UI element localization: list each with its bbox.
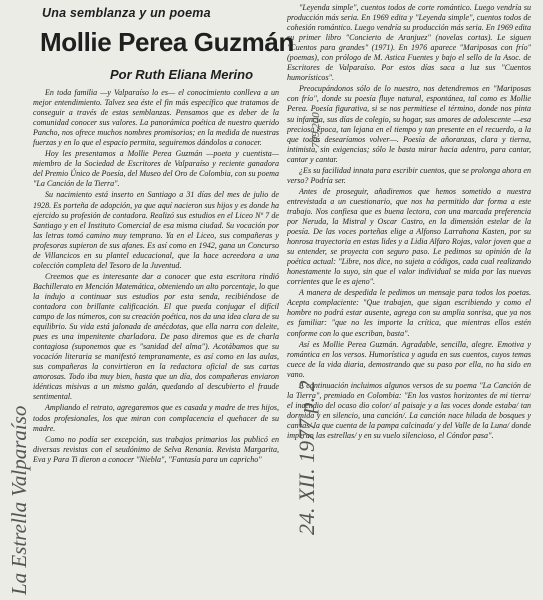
handwritten-number xyxy=(305,70,325,150)
paragraph: A continuación incluimos algunos versos de su poema "La Canción de la Tierra", premiado en Colombia: "En los vastos horizontes de mi tierra/ el incendio del ocaso dio color/ al paisaje y a las voces donde estaba/ tan dormida y en silencio, una canción/. La canción nace hilada de bosques y canvas/ la que cuenta de la pampa calcinada/ y del Valle de la Luna/ donde imperan las estrellas/ y en su vuelo silencioso, el Cóndor pasa". xyxy=(287,380,531,440)
article-byline: Por Ruth Eliana Merino xyxy=(110,67,254,82)
paragraph: "Leyenda simple", cuentos todos de corte romántico. Luego vendría su producción más seria. En 1969 edita y "Leyenda simple", cuentos todos de cohesión romántico. Luego vendría su producción más seria. En 1969 edita su primer libro "Concierto de Aranjuez" (novelas cortas). Le siguen "Cuentos para grandes" (1971). En 1976 aparece "Mariposas con frío" (poemas), con prólogo de M. Astica Fuentes y bajo el sello de la Asoc. de Escritores de Valparaíso. Por estos días saca a luz sus "Cuentos humorísticos". xyxy=(287,3,531,83)
paragraph: Su nacimiento está inserto en Santiago a 31 días del mes de julio de 1928. Es porteña de adopción, ya que aquí nacieron sus hijos y es donde ha ejercido su profesión de contadora. Realizó sus estudios en el Liceo Nº 7 de Santiago y en el Instituto Comercial de esa misma ciudad. Su vocación por las letras tomó camino muy temprano. Ya en el Liceo, sus compañeras y profesoras supieron de sus afanes. Es así como en 1942, gana un Concurso de Villancicos en su plantel educacional, que la hace acreedora a una colección completa del Tesoro de la Juventud. xyxy=(33,190,279,270)
article-kicker: Una semblanza y un poema xyxy=(42,6,211,20)
paragraph: A manera de despedida le pedimos un mensaje para todos los poetas. Acepta complaciente: "Que trabajen, que sigan escribiendo y como el hombre no podrá estar ausente, agrega con su amplia sonrisa, que ya nos es familiar: "que no les importe la crítica, que mientras ellos estén conforme con lo que escriban, basta". xyxy=(287,288,531,338)
paragraph: Creemos que es interesante dar a conocer que esta escritora rindió Bachillerato en Mención Matemática, obteniendo un alto porcentaje, lo que la indujo a continuar sus estudios por esta senda, recibiéndose de contadora con brillante calificación. El que pueda conjugar el difícil campo de los números, con su creación poética, nos da una idea clara de su equilibrio. Su vida está jalonada de anécdotas, que ella narra con deleite, pues es una impenitente charladora. De paso diremos que es de charla contagiosa (suponemos que es "sanidad del alma"). Acotábamos que su vocación literaria se manifestó tempranamente, es así como en las aulas, sus compañeras la convirtieron en la redactora oficial de sus cartas amorosas. Todo iba muy bien, hasta que un día, dos compañeras enviaron idénticas misivas a un mismo galán, quedando al descubierto el fraude sentimental. xyxy=(33,271,279,402)
handwritten-publication-text: La Estrella Valparaíso xyxy=(7,405,31,595)
handwritten-number-text: 709.200 xyxy=(310,112,322,148)
handwritten-date-text: 24. XII. 1977 p. 2 xyxy=(294,380,319,535)
paragraph: Como no podía ser excepción, sus trabajos primarios los publicó en diversas revistas con el seudónimo de Selva Renania. Revista Margarita, Eva y Para Ti dieron a conocer "Niebla", "Fantasía para un capricho" xyxy=(33,434,279,464)
article-column-left xyxy=(33,88,279,593)
paragraph: Antes de proseguir, añadiremos que hemos sometido a nuestra entrevistada a un cuestionario, que nos ha permitido dar forma a este trabajo. Nos confiesa que es buena lectora, con una marcada preferencia por Neruda, la Mistral y Oscar Castro, en la dimensión estelar de la poesía. De las voces porteñas elige a Alfonso Larrahona Kasten, por su honrosa trayectoria en estas lides y a Lidia Alfaro Rojas, valor joven que a su entender, se proyecta con seguro paso. Le pedimos su opinión de la poética actual: "Libre, nos dice, no sujeta a códigos, cada cual realizando honestamente lo suyo, sin que el valor individual se mida por las nuevas corrientes que le es ajeno". xyxy=(287,186,531,287)
paragraph: Así es Mollie Perea Guzmán. Agradable, sencilla, alegre. Emotiva y romántica en los versos. Humorística y aguda en sus cuentos, cuyos temas cuece de la vida diaria, demostrando que su paso por ella, no ha sido en vano. xyxy=(287,339,531,379)
handwritten-publication xyxy=(4,340,34,600)
paragraph: Ampliando el retrato, agregaremos que es casada y madre de tres hijos, todos profesionales, los que miran con complacencia el quehacer de su madre. xyxy=(33,403,279,433)
paragraph: Hoy les presentamos a Mollie Perea Guzmán —poeta y cuentista— miembro de la Sociedad de Escritores de Valparaíso y reciente ganadora del Premio Único de Poesía, del Museo del Oro de Colombia, con su poema "La Canción de la Tierra". xyxy=(33,149,279,189)
paragraph: Preocupándonos sólo de lo nuestro, nos detendremos en "Mariposas con frío", donde su poesía fluye natural, espontánea, tal como es Mollie Perea. Poesía figurativa, si se nos permitiese el término, donde nos pinta su infancia, sus días de colegio, su hogar, sus amores de adolescente —esa preciosa época, tan lejana en el tiempo y tan presente en el recuerdo, a la que todos desearíamos volver—. Poesía de añoranzas, clara y tierna, intimista, sin exigencias; sólo le basta mirar hacia adentro, para cantar, cantar y cantar. xyxy=(287,84,531,164)
paragraph: ¿Es su facilidad innata para escribir cuentos, que se prolonga ahora en verso? Podría ser. xyxy=(287,165,531,185)
handwritten-date xyxy=(292,140,322,540)
paragraph: En toda familia —y Valparaíso lo es— el conocimiento conlleva a un mejor entendimiento. Talvez sea éste el fin más específico que tratamos de conseguir a través de estas semblanzas. Pensamos que es deber de la comunidad conocer sus valores. La panorámica poética de nuestro querido Pancho, nos ofrece muchos nombres promisorios; en la medida de nuestras fuerzas y en lo que el espacio permita, seguiremos dándolos a conocer. xyxy=(33,88,279,148)
article-title: Mollie Perea Guzmán xyxy=(40,27,294,57)
